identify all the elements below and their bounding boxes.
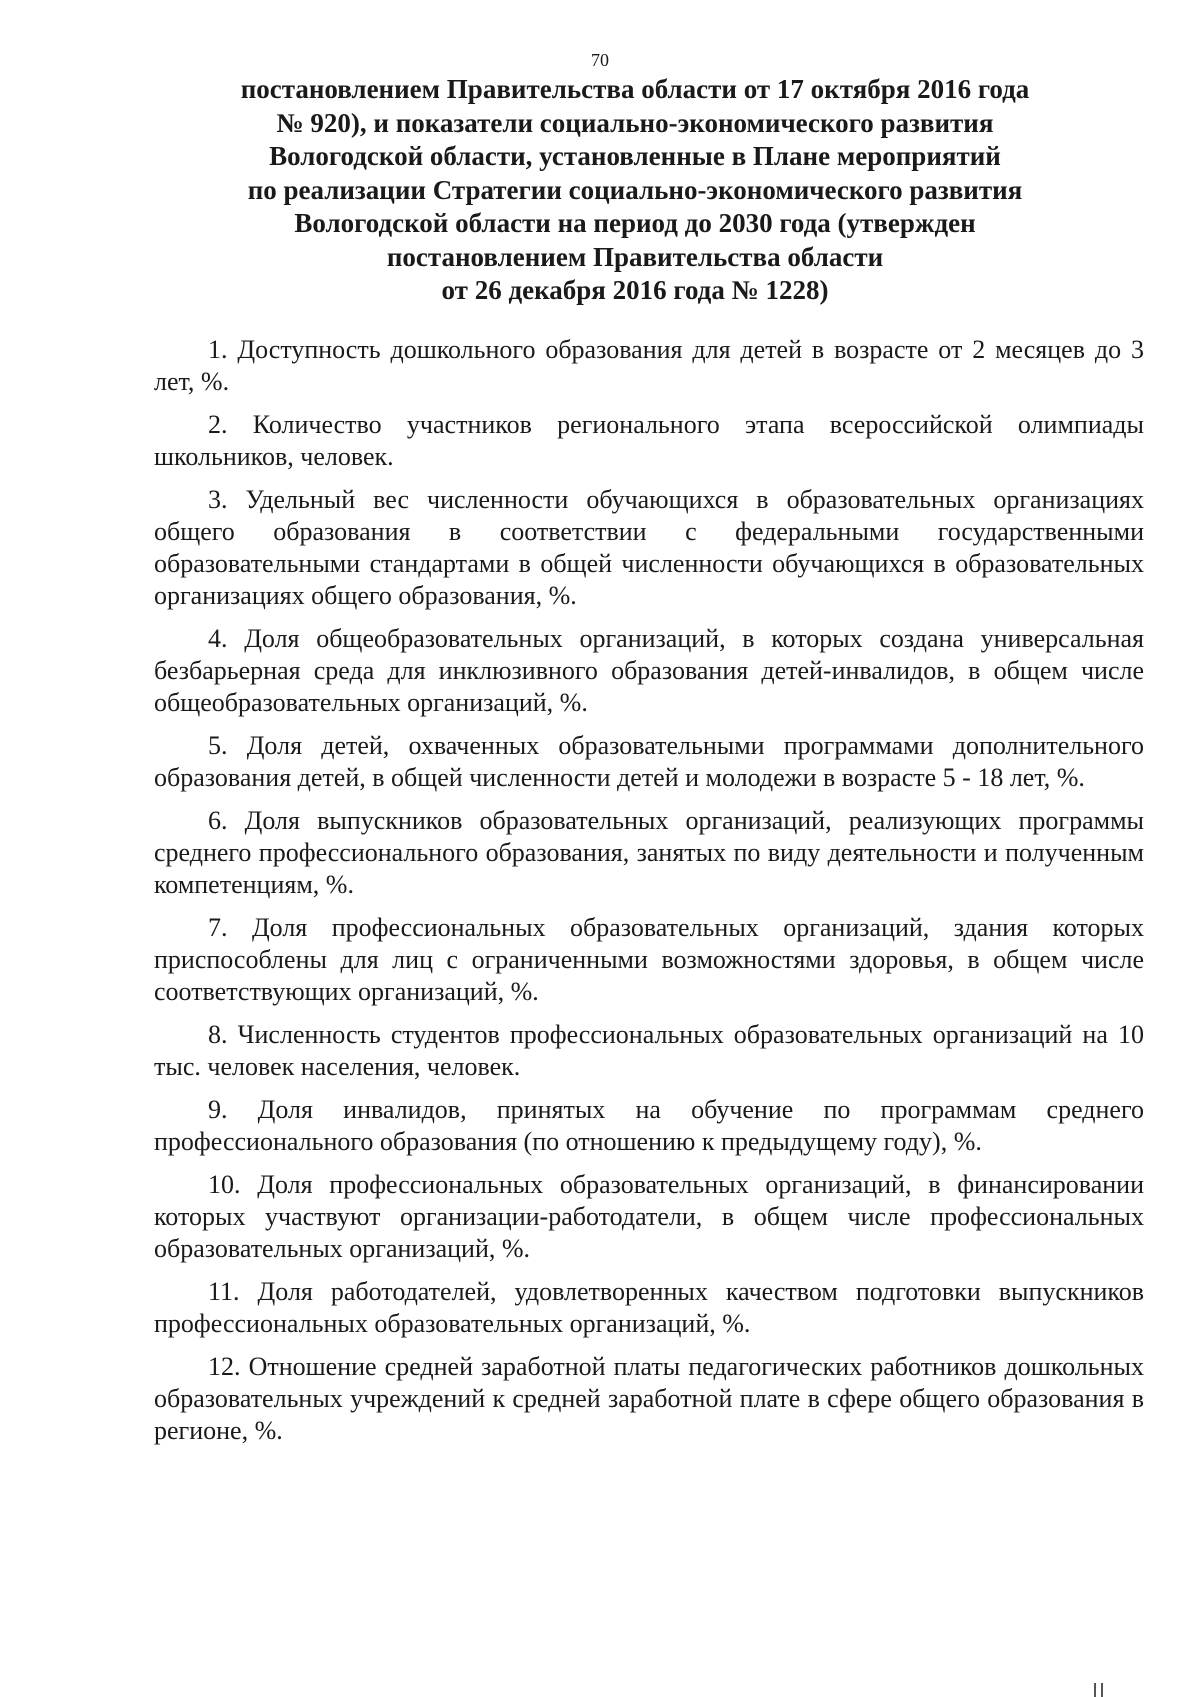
list-item: 8. Численность студентов профессиональных образовательных организаций на 10 тыс. человек населения, человек. — [154, 1020, 1144, 1081]
indicator-list — [154, 334, 1144, 1458]
list-item: 7. Доля профессиональных образовательных организаций, здания которых приспособлены для лиц с ограниченными возможностями здоровья, в общем числе соответствующих организаций, %. — [154, 913, 1144, 1006]
list-item: 4. Доля общеобразовательных организаций, в которых создана универсальная безбарьерная среда для инклюзивного образования детей-инвалидов, в общем числе общеобразовательных организаций, %. — [154, 624, 1144, 717]
list-item: 6. Доля выпускников образовательных организаций, реализующих программы среднего профессионального образования, занятых по виду деятельности и полученным компетенциям, %. — [154, 806, 1144, 899]
page-number: 70 — [591, 50, 609, 70]
list-item: 12. Отношение средней заработной платы педагогических работников дошкольных образовательных учреждений к средней заработной плате в сфере общего образования в регионе, %. — [154, 1352, 1144, 1445]
list-item: 10. Доля профессиональных образовательных организаций, в финансировании которых участвуют организации-работодатели, в общем числе профессиональных образовательных организаций, %. — [154, 1170, 1144, 1263]
heading-line: постановлением Правительства области — [386, 241, 884, 272]
list-item: 2. Количество участников регионального этапа всероссийской олимпиады школьников, человек. — [154, 410, 1144, 471]
heading-line: Вологодской области, установленные в Плане мероприятий — [269, 141, 1001, 171]
heading-line: постановлением Правительства области от 17 октября 2016 года — [240, 74, 1030, 104]
list-item: 1. Доступность дошкольного образования для детей в возрасте от 2 месяцев до 3 лет, %. — [154, 335, 1144, 396]
list-item: 3. Удельный вес численности обучающихся в образовательных организациях общего образования в соответствии с федеральными государственными образовательными стандартами в общей численности обучающихся в образовательных организациях общего образования, %. — [154, 485, 1144, 610]
list-item: 11. Доля работодателей, удовлетворенных качеством подготовки выпускников профессиональных образовательных организаций, %. — [154, 1277, 1144, 1338]
heading-line: Вологодской области на период до 2030 года (утвержден — [294, 208, 976, 238]
list-item: 9. Доля инвалидов, принятых на обучение по программам среднего профессионального образования (по отношению к предыдущему году), %. — [154, 1095, 1144, 1156]
heading-line: от 26 декабря 2016 года № 1228) — [441, 275, 829, 305]
heading-line: по реализации Стратегии социально-экономического развития — [247, 174, 1023, 205]
heading-line: № 920), и показатели социально-экономического развития — [276, 107, 994, 138]
scan-edge-mark — [1094, 1683, 1108, 1697]
list-item: 5. Доля детей, охваченных образовательными программами дополнительного образования детей, в общей численности детей и молодежи в возрасте 5 - 18 лет, %. — [154, 731, 1144, 792]
document-heading — [200, 73, 1070, 308]
